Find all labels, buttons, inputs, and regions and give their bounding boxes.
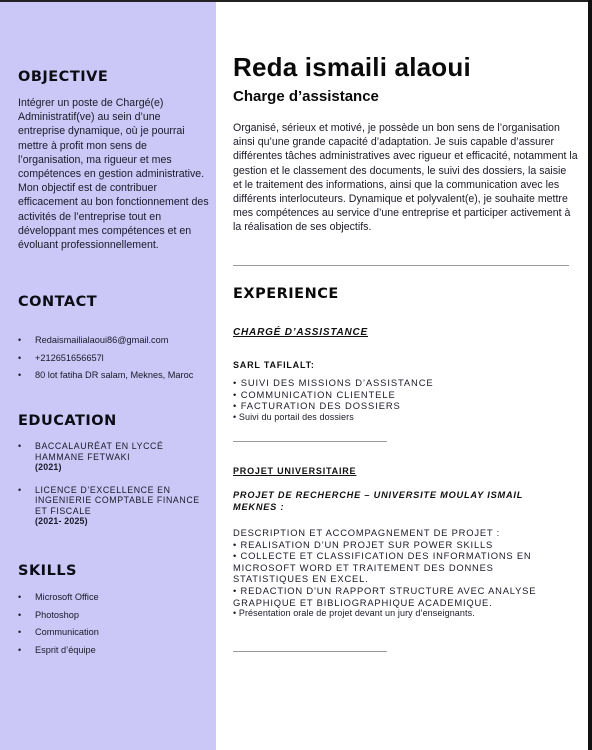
education-title: BACCALAURÉAT EN LYCCÉ HAMMANE FETWAKI — [35, 441, 164, 462]
project-desc-label: DESCRIPTION ET ACCOMPAGNEMENT DE PROJET : — [233, 527, 501, 538]
skills-heading: SKILLS — [18, 563, 77, 579]
education-list — [18, 441, 214, 539]
contact-heading: CONTACT — [18, 294, 98, 310]
experience-task-list — [233, 377, 573, 423]
experience-heading: EXPERIENCE — [233, 286, 339, 302]
contact-phone[interactable]: • +212651656657l — [18, 353, 214, 364]
contact-address: • 80 lot fatiha DR salam, Meknes, Maroc — [18, 370, 214, 381]
project-item: • REDACTION D’UN RAPPORT STRUCTURE AVEC ANALYSE GRAPHIQUE ET BIBLIOGRAPHIQUE ACADEMIQUE. — [233, 584, 537, 608]
project-item: • Présentation orale de projet devant un jury d’enseignants. — [233, 608, 475, 619]
right-edge — [588, 0, 592, 750]
project-title: PROJET DE RECHERCHE – UNIVERSITE MOULAY ISMAIL MEKNES : — [233, 490, 524, 512]
project-item: • COLLECTE ET CLASSIFICATION DES INFORMATIONS EN MICROSOFT WORD ET TRAITEMENT DES DONNES STATISTIQUES EN EXCEL. — [233, 550, 532, 585]
education-year: (2021) — [35, 462, 62, 472]
experience-company: SARL TAFILALT: — [233, 360, 315, 370]
project-item: • REALISATION D’UN PROJET SUR POWER SKILLS — [233, 538, 494, 550]
education-item — [18, 441, 214, 473]
objective-heading: OBJECTIVE — [18, 69, 109, 85]
education-year: (2021- 2025) — [35, 516, 88, 526]
contact-list — [18, 335, 214, 388]
project-description — [233, 527, 573, 620]
education-heading: EDUCATION — [18, 413, 117, 429]
candidate-name: Reda ismaili alaoui — [233, 52, 471, 82]
divider — [233, 651, 387, 652]
task-item: • FACTURATION DES DOSSIERS — [233, 400, 573, 412]
profile-summary: Organisé, sérieux et motivé, je possède un bon sens de l’organisation ainsi qu’une grande capacité d’adaptation. Je suis capable d’assurer différentes tâches administratives avec rigueur et efficacité, notamment la gestion et le classement des documents, le suivi des dossiers, la saisie et le traitement des informations, ainsi que la communication avec les différents interlocuteurs. Dynamique et polyvalent(e), je souhaite mettre mes compétences au service d’une entreprise et participer activement à la réalisation de ses objectifs. — [233, 122, 578, 234]
skill-item: • Esprit d’équipe — [18, 645, 214, 656]
divider — [233, 441, 387, 442]
divider — [233, 265, 569, 266]
task-item: • Suivi du portail des dossiers — [233, 412, 573, 424]
objective-text: Intégrer un poste de Chargé(e) Administratif(ve) au sein d’une entreprise dynamique, où je pourrai mettre à profit mon sens de l’organisation, ma rigueur et mes compétences en gestion administrative. Mon objectif est de contribuer efficacement au bon fonctionnement des activités de l’entreprise tout en développant mes compétences et en évoluant professionnellement. — [18, 97, 209, 252]
skill-item: • Communication — [18, 627, 214, 638]
task-item: • SUIVI DES MISSIONS D’ASSISTANCE — [233, 377, 573, 389]
skills-list — [18, 592, 214, 662]
skill-item: • Microsoft Office — [18, 592, 214, 603]
experience-role: CHARGÉ D’ASSISTANCE — [233, 327, 369, 338]
project-label: PROJET UNIVERSITAIRE — [233, 466, 357, 476]
contact-email[interactable]: • Redaismailialaoui86@gmail.com — [18, 335, 214, 346]
education-item — [18, 485, 214, 527]
job-title: Charge d’assistance — [233, 88, 379, 105]
skill-item: • Photoshop — [18, 610, 214, 621]
task-item: • COMMUNICATION CLIENTELE — [233, 389, 573, 401]
education-title: LICENCE D’EXCELLENCE EN INGENIERIE COMPTABLE FINANCE ET FISCALE — [35, 484, 200, 516]
